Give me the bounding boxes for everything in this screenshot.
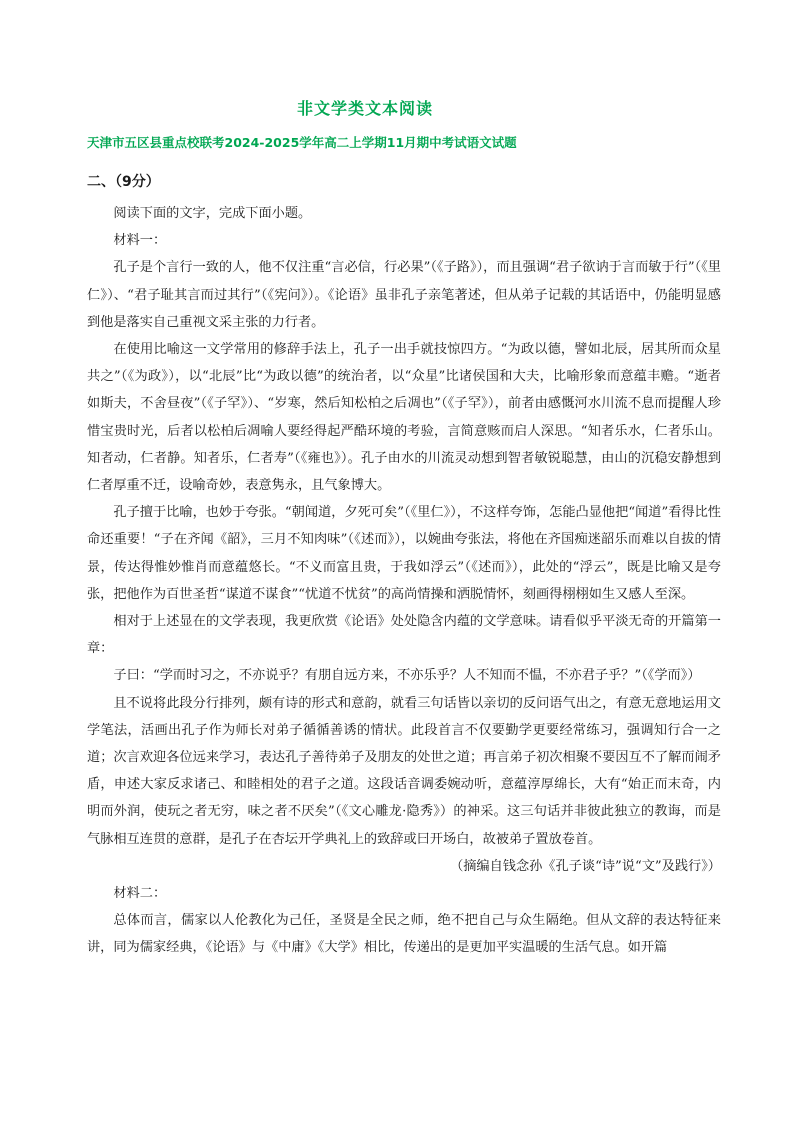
- section-heading: 二、（9分）: [87, 174, 160, 190]
- body-paragraph: 孔子是个言行一致的人，他不仅注重“言必信，行必果”（《子路》），而且强调“君子欲讷于言而敏于行”（《里仁》）、“君子耻其言而过其行”（《宪问》）。《论语》虽非孔子亲笔著述，但从弟子记载的其话语中，仍能明显感到他是落实自己重视文采主张的力行者。: [87, 260, 721, 330]
- exam-source-subtitle: 天津市五区县重点校联考2024-2025学年高二上学期11月期中考试语文试题: [87, 135, 517, 150]
- page-title: 非文学类文本阅读: [296, 99, 433, 118]
- body-paragraph: 孔子擅于比喻，也妙于夸张。“朝闻道，夕死可矣”（《里仁》），不这样夸饰，怎能凸显他把“闻道”看得比性命还重要！“子在齐闻《韶》，三月不知肉味”（《述而》），以婉曲夸张法，将他在齐国痴迷韶乐而难以自拔的情景，传达得惟妙惟肖而意蕴悠长。“不义而富且贵，于我如浮云”（《述而》），此处的“浮云”，既是比喻又是夸张，把他作为百世圣哲“谋道不谋食”“忧道不忧贫”的高尚情操和洒脱情怀，刻画得栩栩如生又感人至深。: [87, 505, 721, 602]
- body-paragraph: 在使用比喻这一文学常用的修辞手法上，孔子一出手就技惊四方。“为政以德，譬如北辰，居其所而众星共之”（《为政》），以“北辰”比“为政以德”的统治者，以“众星”比诸侯国和大夫，比喻形象而意蕴丰赡。“逝者如斯夫，不舍昼夜”（《子罕》）、“岁寒，然后知松柏之后凋也”（《子罕》），前者由感慨河水川流不息而提醒人珍惜宝贵时光，后者以松柏后凋喻人要经得起严酷环境的考验，言简意赅而启人深思。“知者乐水，仁者乐山。知者动，仁者静。知者乐，仁者寿”（《雍也》）。孔子由水的川流灵动想到智者敏锐聪慧，由山的沉稳安静想到仁者厚重不迁，设喻奇妙，表意隽永，且气象博大。: [87, 342, 721, 494]
- passage-body: [87, 200, 721, 962]
- body-paragraph: 且不说将此段分行排列，颇有诗的形式和意韵，就看三句话皆以亲切的反问语气出之，有意无意地运用文学笔法，活画出孔子作为师长对弟子循循善诱的情状。此段首言不仅要勤学更要经常练习，强调知行合一之道；次言欢迎各位远来学习，表达孔子善待弟子及朋友的处世之道；再言弟子初次相聚不要因互不了解而闹矛盾，申述大家反求诸己、和睦相处的君子之道。这段话音调委婉动听，意蕴淳厚绵长，大有“始正而末奇，内明而外润，使玩之者无穷，味之者不厌矣”（《文心雕龙·隐秀》）的神采。这三句话并非彼此独立的教诲，而是气脉相互连贯的意群，是孔子在杏坛开学典礼上的致辞或曰开场白，故被弟子置放卷首。: [87, 695, 721, 847]
- material-two-label: 材料二：: [113, 886, 167, 902]
- body-paragraph: 相对于上述显在的文学表现，我更欣赏《论语》处处隐含内蕴的文学意味。请看似乎平淡无奇的开篇第一章：: [87, 614, 721, 657]
- instruction-paragraph: 阅读下面的文字，完成下面小题。: [113, 206, 312, 221]
- source-citation: （摘编自钱念孙《孔子谈“诗”说“文”及践行》）: [450, 858, 721, 874]
- material-one-label: 材料一：: [113, 233, 167, 249]
- quote-paragraph: 子曰：“学而时习之，不亦说乎？有朋自远方来，不亦乐乎？人不知而不愠，不亦君子乎？”（《学而》）: [113, 668, 701, 684]
- body-paragraph: 总体而言，儒家以人伦教化为己任，圣贤是全民之师，绝不把自己与众生隔绝。但从文辞的表达特征来讲，同为儒家经典，《论语》与《中庸》《大学》相比，传递出的是更加平实温暖的生活气息。如开篇: [87, 913, 721, 956]
